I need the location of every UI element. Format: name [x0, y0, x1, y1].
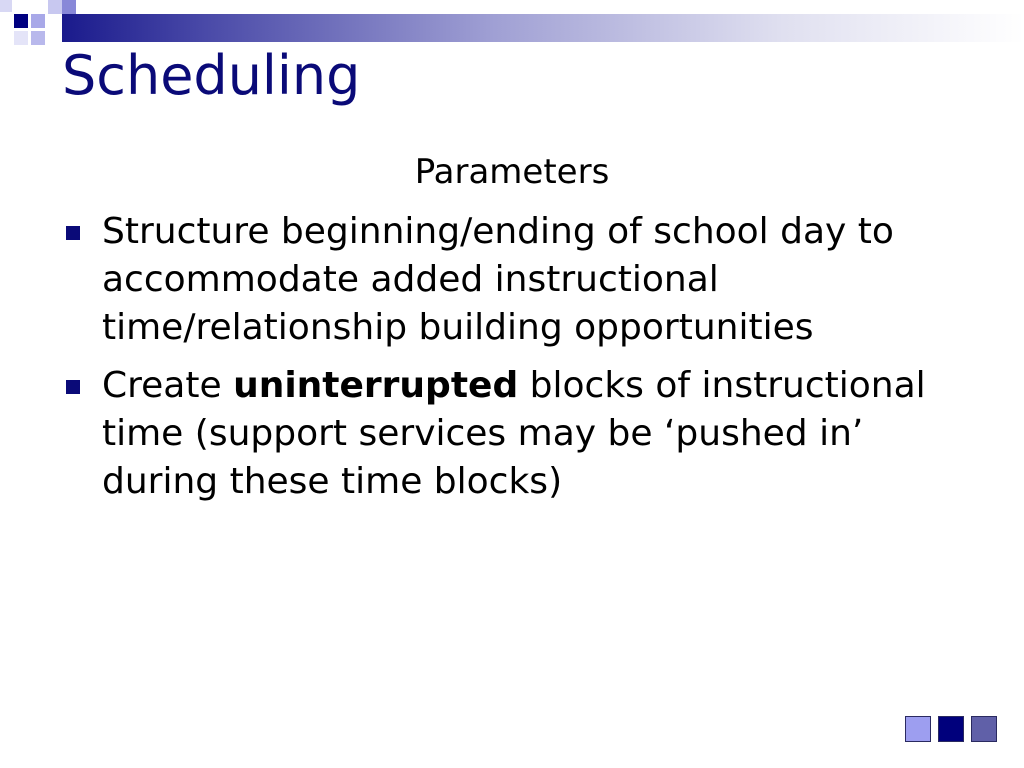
bullet-text-tail: blocks of instructional time (support services may be ‘pushed in’ during these time blocks) [102, 365, 926, 502]
decorative-square [0, 0, 12, 12]
decorative-square [62, 0, 76, 14]
bullet-text: Structure beginning/ending of school day to accommodate added instructional time/relationship building opportunities [102, 211, 894, 348]
decorative-square [31, 14, 45, 28]
nav-square-icon [905, 716, 931, 742]
decorative-square [14, 31, 28, 45]
bullet-item [62, 208, 962, 352]
bullet-list [62, 208, 962, 516]
bullet-text-lead: Create [102, 365, 234, 406]
nav-square-icon [971, 716, 997, 742]
slide-title: Scheduling [62, 44, 361, 107]
title-gradient-bar [62, 14, 1024, 42]
decorative-square [31, 31, 45, 45]
decorative-square [14, 14, 28, 28]
bullet-item [62, 362, 962, 506]
bullet-text-emphasis: uninterrupted [233, 365, 519, 406]
slide-subtitle: Parameters [414, 152, 610, 192]
slide-nav-squares [905, 716, 1000, 744]
square-bullet-icon [66, 226, 80, 240]
square-bullet-icon [66, 380, 80, 394]
decorative-square [48, 0, 62, 14]
nav-square-icon [938, 716, 964, 742]
